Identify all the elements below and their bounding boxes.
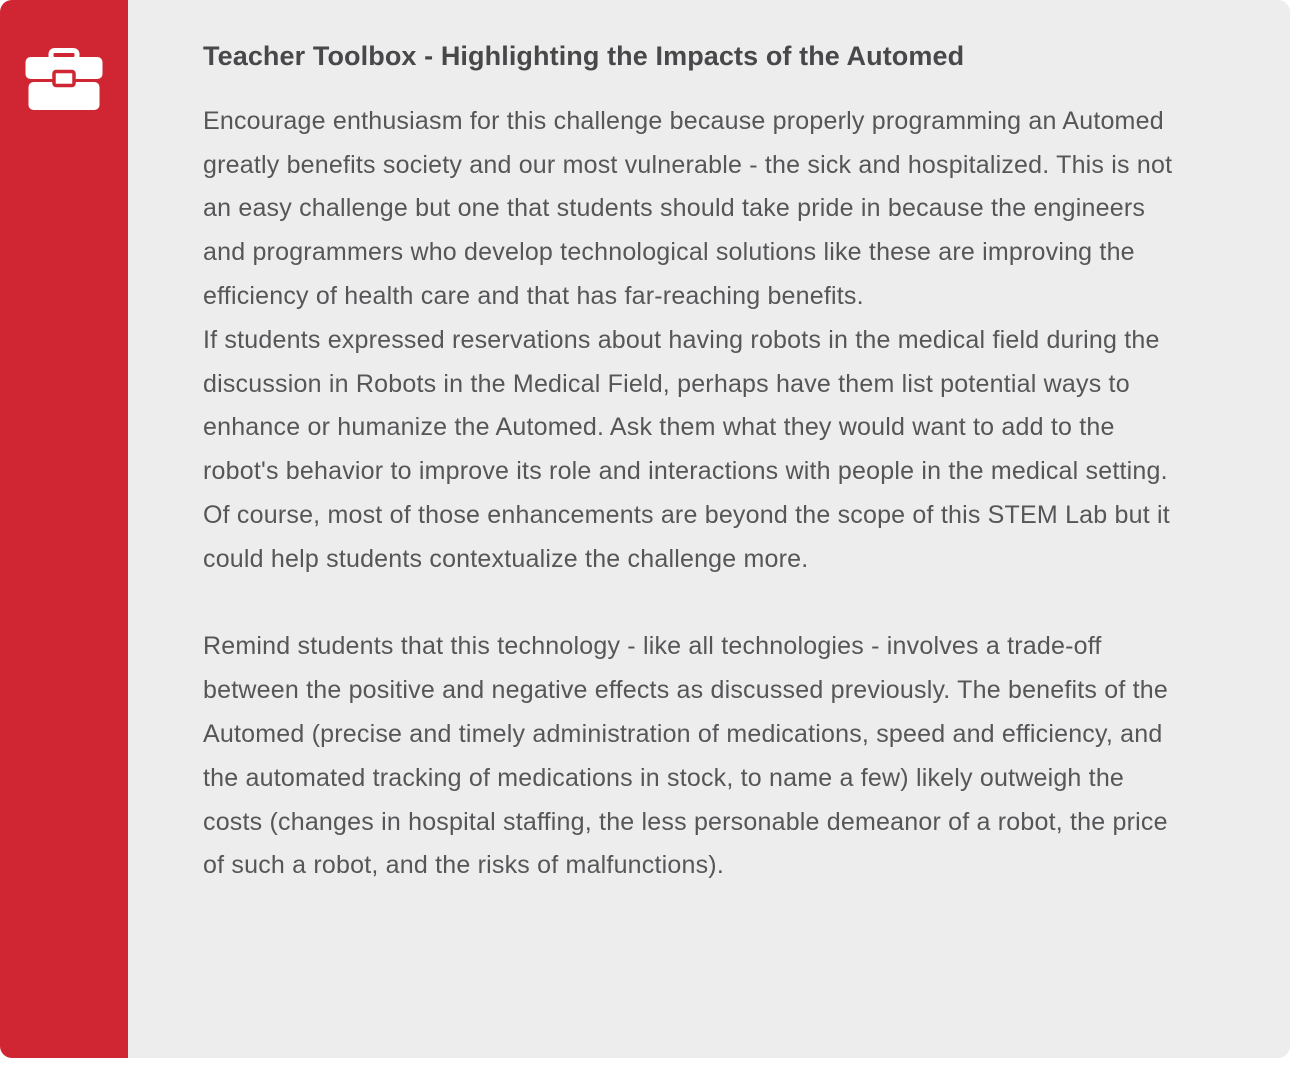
callout-paragraph-3: Remind students that this technology - like all technologies - involves a trade-off between the positive and negative effects as discussed previously. The benefits of the Automed (precise and timely administration of medications, speed and efficiency, and the automated tracking of medications in stock, to name a few) likely outweigh the costs (changes in hospital staffing, the less personable demeanor of a robot, the price of such a robot, and the risks of malfunctions). xyxy=(203,632,1169,880)
toolbox-icon xyxy=(26,48,103,110)
callout-paragraph-2: If students expressed reservations about having robots in the medical field during the discussion in Robots in the Medical Field, perhaps have them list potential ways to enhance or humanize the Automed. Ask them what they would want to add to the robot's behavior to improve its role and interactions with people in the medical setting. Of course, most of those enhancements are beyond the scope of this STEM Lab but it could help students contextualize the challenge more. xyxy=(203,325,1170,573)
callout-paragraph-1: Encourage enthusiasm for this challenge because properly programming an Automed greatly benefits society and our most vulnerable - the sick and hospitalized. This is not an easy challenge but one that students should take pride in because the engineers and programmers who develop technological solutions like these are improving the efficiency of health care and that has far-reaching benefits. xyxy=(203,106,1173,310)
callout-title: Teacher Toolbox - Highlighting the Impacts of the Automed xyxy=(203,41,965,71)
callout-accent-bar xyxy=(0,0,128,1058)
toolbox-icon-svg xyxy=(26,48,103,110)
callout-content xyxy=(128,0,1290,1058)
callout-body xyxy=(203,100,1183,888)
